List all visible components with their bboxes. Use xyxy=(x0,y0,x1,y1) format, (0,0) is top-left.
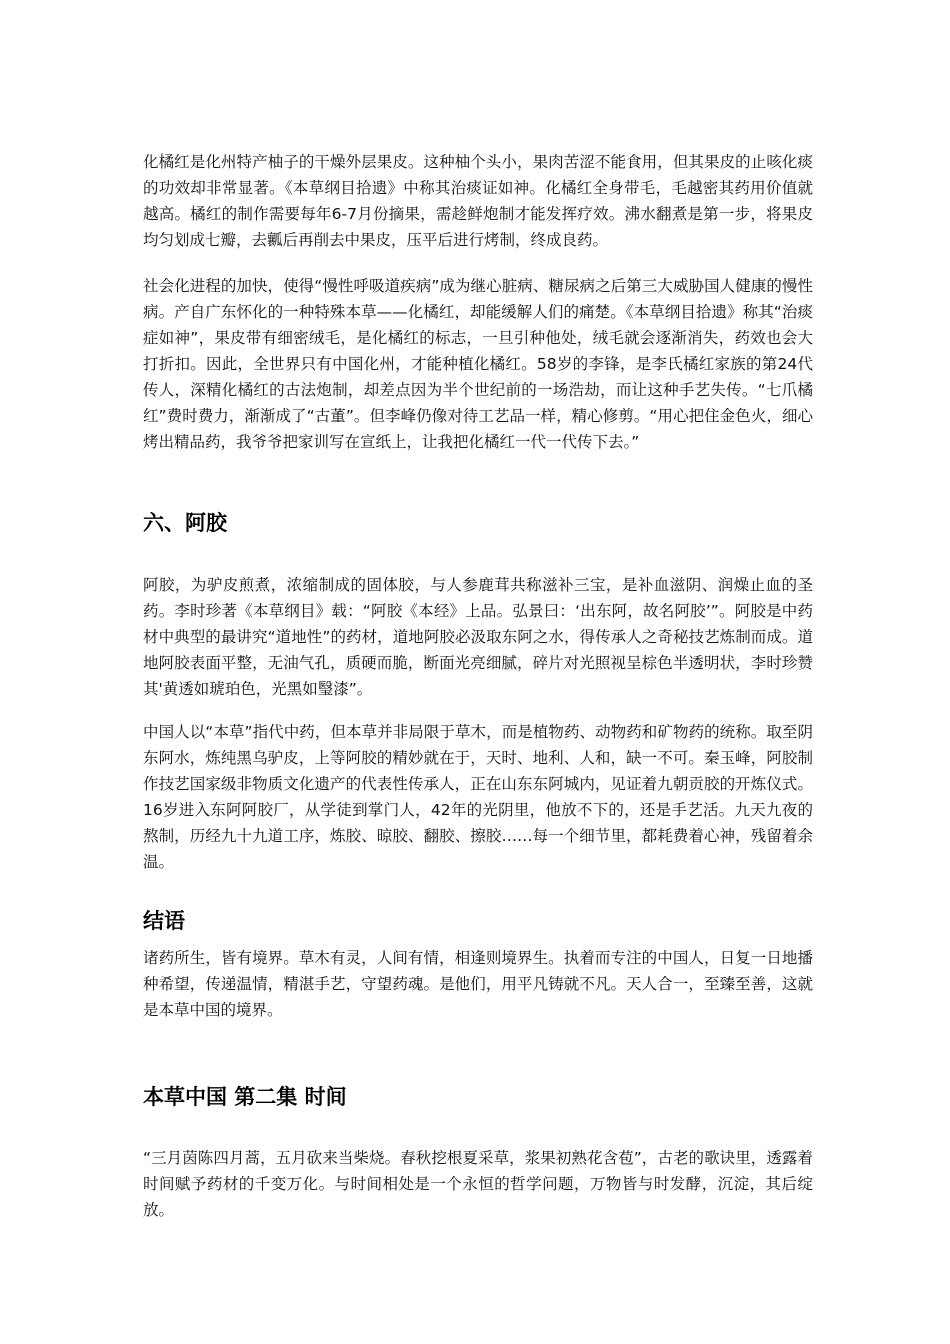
paragraph-conclusion: 诸药所生，皆有境界。草木有灵，人间有情，相逢则境界生。执着而专注的中国人，日复一日地播种希望，传递温情，精湛手艺，守望药魂。是他们，用平凡铸就不凡。天人合一，至臻至善，这就是本草中国的境界。 xyxy=(143,949,813,1019)
section-heading-conclusion: 结语 xyxy=(143,909,185,933)
paragraph-episode-two-intro: “三月茵陈四月蒿，五月砍来当柴烧。春秋挖根夏采草，浆果初熟花含苞”，古老的歌诀里，透露着时间赋予药材的千变万化。与时间相处是一个永恒的哲学问题，万物皆与时发酵，沉淀，其后绽放。 xyxy=(143,1149,813,1219)
section-heading-ejiao: 六、阿胶 xyxy=(143,511,227,535)
section-heading-episode-two: 本草中国 第二集 时间 xyxy=(143,1085,347,1109)
paragraph-huajuhong-story: 社会化进程的加快，使得“慢性呼吸道疾病”成为继心脏病、糖尿病之后第三大威胁国人健康的慢性病。产自广东怀化的一种特殊本草——化橘红，却能缓解人们的痛楚。《本草纲目拾遗》称其“治痰症如神”，果皮带有细密绒毛，是化橘红的标志，一旦引种他处，绒毛就会逐渐消失，药效也会大打折扣。因此，全世界只有中国化州，才能种植化橘红。58岁的李锋，是李氏橘红家族的第24代传人，深精化橘红的古法炮制，却差点因为半个世纪前的一场浩劫，而让这种手艺失传。“七爪橘红”费时费力，渐渐成了“古董”。但李峰仍像对待工艺品一样，精心修剪。“用心把住金色火，细心烤出精品药，我爷爷把家训写在宣纸上，让我把化橘红一代一代传下去。” xyxy=(143,277,813,451)
paragraph-ejiao-intro: 阿胶，为驴皮煎煮，浓缩制成的固体胶，与人参鹿茸共称滋补三宝，是补血滋阴、润燥止血的圣药。李时珍著《本草纲目》载：“阿胶《本经》上品。弘景曰：‘出东阿，故名阿胶’”。阿胶是中药材中典型的最讲究“道地性”的药材，道地阿胶必汲取东阿之水，得传承人之奇秘技艺炼制而成。道地阿胶表面平整，无油气孔，质硬而脆，断面光亮细腻，碎片对光照视呈棕色半透明状，李时珍赞其'黄透如琥珀色，光黑如瑿漆”。 xyxy=(143,576,813,698)
paragraph-ejiao-story: 中国人以“本草”指代中药，但本草并非局限于草木，而是植物药、动物药和矿物药的统称。取至阴东阿水，炼纯黑乌驴皮，上等阿胶的精妙就在于，天时、地利、人和，缺一不可。秦玉峰，阿胶制作技艺国家级非物质文化遗产的代表性传承人，正在山东东阿城内，见证着九朝贡胶的开炼仪式。16岁进入东阿阿胶厂，从学徒到掌门人，42年的光阴里，他放不下的，还是手艺活。九天九夜的熬制，历经九十九道工序，炼胶、晾胶、翻胶、擦胶……每一个细节里，都耗费着心神，残留着余温。 xyxy=(143,723,813,871)
paragraph-huajuhong-intro: 化橘红是化州特产柚子的干燥外层果皮。这种柚个头小，果肉苦涩不能食用，但其果皮的止咳化痰的功效却非常显著。《本草纲目拾遗》中称其治痰证如神。化橘红全身带毛，毛越密其药用价值就越高。橘红的制作需要每年6-7月份摘果，需趁鲜炮制才能发挥疗效。沸水翻煮是第一步，将果皮均匀划成七瓣，去瓤后再削去中果皮，压平后进行烤制，终成良药。 xyxy=(143,153,813,249)
